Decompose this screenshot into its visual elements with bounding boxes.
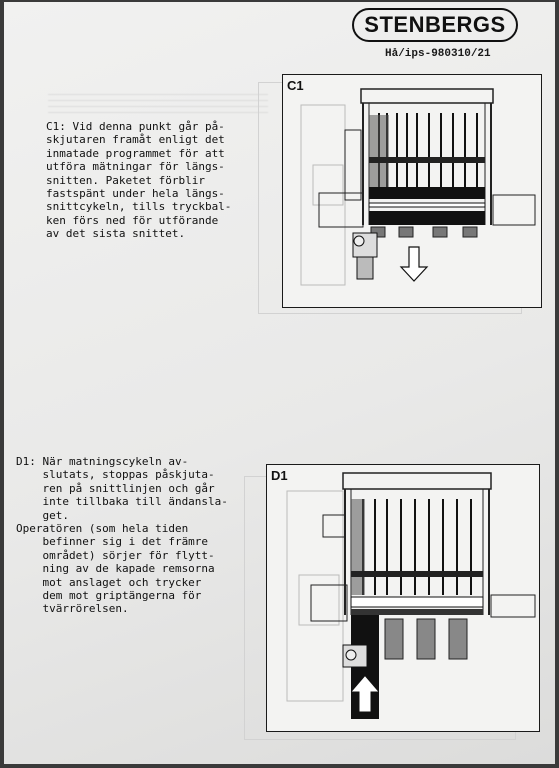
arrow-down-icon bbox=[283, 75, 541, 307]
figure-d1 bbox=[266, 464, 540, 732]
stenbergs-logo: STENBERGS bbox=[352, 8, 518, 42]
manual-page bbox=[4, 2, 555, 764]
bleed-through-text bbox=[48, 94, 268, 116]
d1-description: D1: När matningscykeln av- slutats, stoppas påskjuta- ren på snittlinjen och går inte tillbaka till ändansla- get. Operatören (som hela tiden befinner sig i det främre området) sörjer för flytt- ning av de kapade remsorna mot anslaget och trycker dem mot griptängerna för tvärrörelsen. bbox=[16, 455, 228, 616]
c1-description: C1: Vid denna punkt går på- skjutaren framåt enligt det inmatade programmet för att utföra mätningar för längs- snitten. Paketet förblir fastspänt under hela längs- snittcykeln, tills tryckbal- ken förs ned för utförande av det sista snittet. bbox=[46, 120, 232, 241]
figure-c1 bbox=[282, 74, 542, 308]
figure-d1-label: D1 bbox=[271, 468, 288, 483]
document-reference: Hå/ips-980310/21 bbox=[385, 48, 491, 60]
arrow-up-icon bbox=[267, 465, 539, 731]
figure-c1-label: C1 bbox=[287, 78, 304, 93]
